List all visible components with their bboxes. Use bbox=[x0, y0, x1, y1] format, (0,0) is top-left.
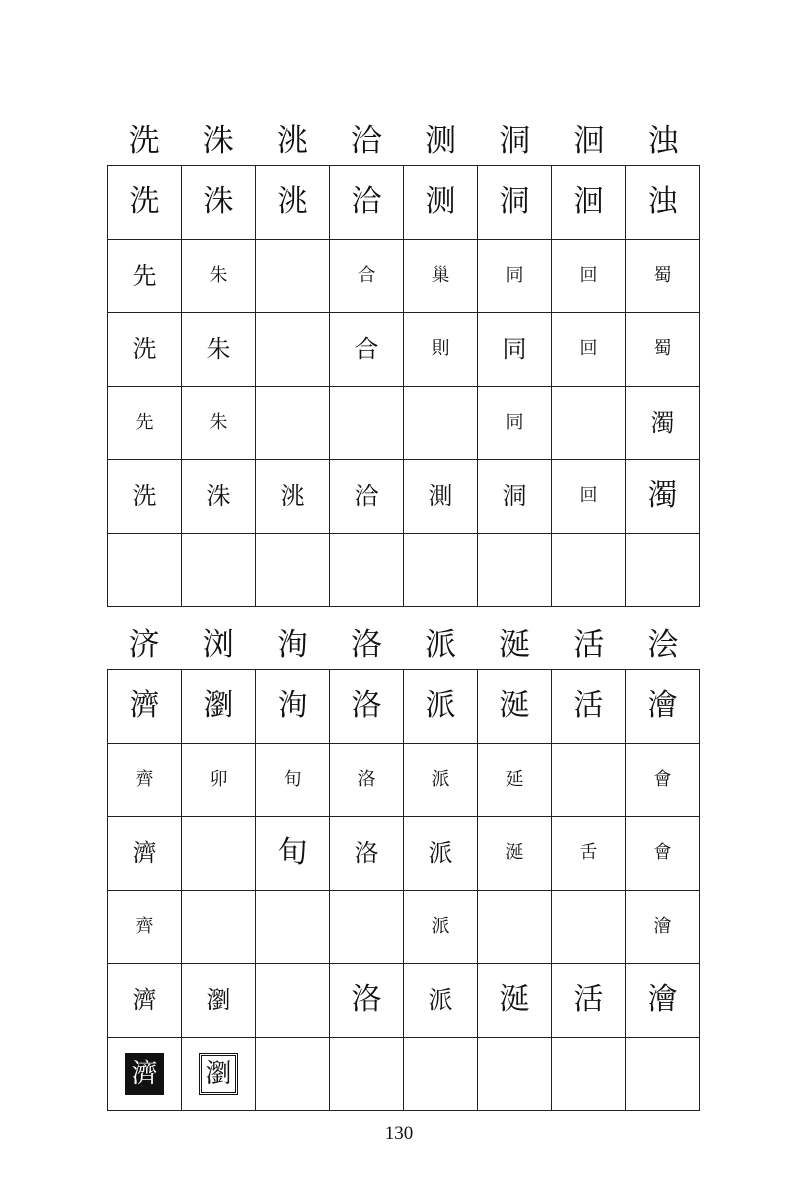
glyph-cell bbox=[330, 387, 404, 461]
glyph-cell: 洗 bbox=[108, 166, 182, 240]
glyph-cell: 先 bbox=[108, 240, 182, 314]
glyph-cell bbox=[256, 534, 330, 608]
column-header: 洗 bbox=[128, 123, 160, 159]
column-headers bbox=[107, 622, 700, 669]
glyph-cell bbox=[552, 534, 626, 608]
seal-cell bbox=[108, 1038, 182, 1112]
glyph-cell bbox=[404, 1038, 478, 1112]
glyph-cell: 洛 bbox=[330, 964, 404, 1038]
glyph-cell: 測 bbox=[404, 460, 478, 534]
glyph-cell: 洗 bbox=[108, 313, 182, 387]
glyph-cell: 洛 bbox=[330, 670, 404, 744]
glyph-cell: 派 bbox=[404, 670, 478, 744]
column-header: 洛 bbox=[350, 627, 382, 663]
glyph-cell: 回 bbox=[552, 313, 626, 387]
glyph-cell: 朱 bbox=[182, 313, 256, 387]
glyph-cell bbox=[552, 1038, 626, 1112]
glyph-cell: 洙 bbox=[182, 460, 256, 534]
glyph-cell: 活 bbox=[552, 964, 626, 1038]
glyph-cell: 先 bbox=[108, 387, 182, 461]
glyph-cell: 洗 bbox=[108, 460, 182, 534]
glyph-cell: 派 bbox=[404, 891, 478, 965]
column-header: 洞 bbox=[499, 123, 531, 159]
glyph-cell: 會 bbox=[626, 817, 700, 891]
glyph-cell: 齊 bbox=[108, 744, 182, 818]
glyph-cell: 涎 bbox=[478, 670, 552, 744]
glyph-cell: 旬 bbox=[256, 744, 330, 818]
glyph-cell: 延 bbox=[478, 744, 552, 818]
column-header: 活 bbox=[573, 627, 605, 663]
glyph-cell: 洽 bbox=[330, 166, 404, 240]
glyph-cell bbox=[478, 891, 552, 965]
glyph-cell: 則 bbox=[404, 313, 478, 387]
glyph-cell bbox=[256, 387, 330, 461]
glyph-cell: 舌 bbox=[552, 817, 626, 891]
glyph-cell: 洞 bbox=[478, 460, 552, 534]
glyph-cell: 澮 bbox=[626, 891, 700, 965]
glyph-cell: 齊 bbox=[108, 891, 182, 965]
glyph-cell bbox=[404, 534, 478, 608]
glyph-cell: 同 bbox=[478, 313, 552, 387]
glyph-cell: 濟 bbox=[108, 964, 182, 1038]
glyph-cell: 合 bbox=[330, 313, 404, 387]
glyph-cell bbox=[478, 534, 552, 608]
glyph-cell: 洮 bbox=[256, 166, 330, 240]
glyph-cell bbox=[256, 964, 330, 1038]
glyph-cell bbox=[330, 534, 404, 608]
glyph-cell: 洽 bbox=[330, 460, 404, 534]
column-header: 浊 bbox=[647, 123, 679, 159]
glyph-cell: 涎 bbox=[478, 964, 552, 1038]
glyph-cell: 洙 bbox=[182, 166, 256, 240]
glyph-cell: 旬 bbox=[256, 817, 330, 891]
glyph-cell: 濁 bbox=[626, 387, 700, 461]
column-header: 济 bbox=[128, 627, 160, 663]
glyph-cell bbox=[182, 817, 256, 891]
seal-stamp: 濟 bbox=[125, 1053, 163, 1095]
glyph-cell: 活 bbox=[552, 670, 626, 744]
column-header: 测 bbox=[425, 123, 457, 159]
glyph-cell bbox=[330, 1038, 404, 1112]
glyph-cell: 合 bbox=[330, 240, 404, 314]
seal-stamp: 瀏 bbox=[199, 1053, 237, 1095]
column-header: 浍 bbox=[647, 627, 679, 663]
glyph-cell bbox=[552, 744, 626, 818]
glyph-cell: 测 bbox=[404, 166, 478, 240]
glyph-cell bbox=[182, 534, 256, 608]
page-number: 130 bbox=[384, 1123, 414, 1144]
glyph-cell bbox=[256, 1038, 330, 1112]
glyph-cell bbox=[626, 1038, 700, 1112]
glyph-cell: 洛 bbox=[330, 817, 404, 891]
glyph-cell: 回 bbox=[552, 460, 626, 534]
glyph-cell bbox=[552, 387, 626, 461]
column-headers bbox=[107, 118, 700, 165]
glyph-cell bbox=[626, 534, 700, 608]
column-header: 洵 bbox=[276, 627, 308, 663]
glyph-cell: 濁 bbox=[626, 460, 700, 534]
glyph-cell bbox=[182, 891, 256, 965]
glyph-cell: 濟 bbox=[108, 817, 182, 891]
character-table-section-1 bbox=[107, 118, 700, 607]
glyph-cell: 濟 bbox=[108, 670, 182, 744]
glyph-cell: 洮 bbox=[256, 460, 330, 534]
glyph-cell: 澮 bbox=[626, 964, 700, 1038]
glyph-cell bbox=[256, 891, 330, 965]
glyph-cell: 蜀 bbox=[626, 313, 700, 387]
glyph-cell: 巢 bbox=[404, 240, 478, 314]
glyph-grid bbox=[107, 669, 700, 1111]
glyph-cell: 卯 bbox=[182, 744, 256, 818]
column-header: 洙 bbox=[202, 123, 234, 159]
glyph-cell bbox=[404, 387, 478, 461]
column-header: 洄 bbox=[573, 123, 605, 159]
glyph-cell: 朱 bbox=[182, 240, 256, 314]
glyph-cell: 朱 bbox=[182, 387, 256, 461]
glyph-cell bbox=[330, 891, 404, 965]
glyph-cell: 同 bbox=[478, 387, 552, 461]
glyph-cell: 蜀 bbox=[626, 240, 700, 314]
glyph-cell: 澮 bbox=[626, 670, 700, 744]
seal-cell bbox=[182, 1038, 256, 1112]
glyph-cell: 洵 bbox=[256, 670, 330, 744]
glyph-cell bbox=[256, 313, 330, 387]
column-header: 洽 bbox=[350, 123, 382, 159]
column-header: 洮 bbox=[276, 123, 308, 159]
glyph-cell bbox=[108, 534, 182, 608]
glyph-cell bbox=[478, 1038, 552, 1112]
glyph-cell: 回 bbox=[552, 240, 626, 314]
glyph-cell: 會 bbox=[626, 744, 700, 818]
column-header: 派 bbox=[425, 627, 457, 663]
glyph-cell: 浊 bbox=[626, 166, 700, 240]
glyph-cell: 洄 bbox=[552, 166, 626, 240]
glyph-cell: 同 bbox=[478, 240, 552, 314]
glyph-cell: 洞 bbox=[478, 166, 552, 240]
glyph-cell: 派 bbox=[404, 744, 478, 818]
glyph-cell: 派 bbox=[404, 964, 478, 1038]
column-header: 浏 bbox=[202, 627, 234, 663]
glyph-grid bbox=[107, 165, 700, 607]
character-table-section-2 bbox=[107, 622, 700, 1111]
glyph-cell: 瀏 bbox=[182, 964, 256, 1038]
glyph-cell: 瀏 bbox=[182, 670, 256, 744]
column-header: 涎 bbox=[499, 627, 531, 663]
glyph-cell: 派 bbox=[404, 817, 478, 891]
glyph-cell: 涎 bbox=[478, 817, 552, 891]
glyph-cell bbox=[552, 891, 626, 965]
glyph-cell bbox=[256, 240, 330, 314]
glyph-cell: 洛 bbox=[330, 744, 404, 818]
